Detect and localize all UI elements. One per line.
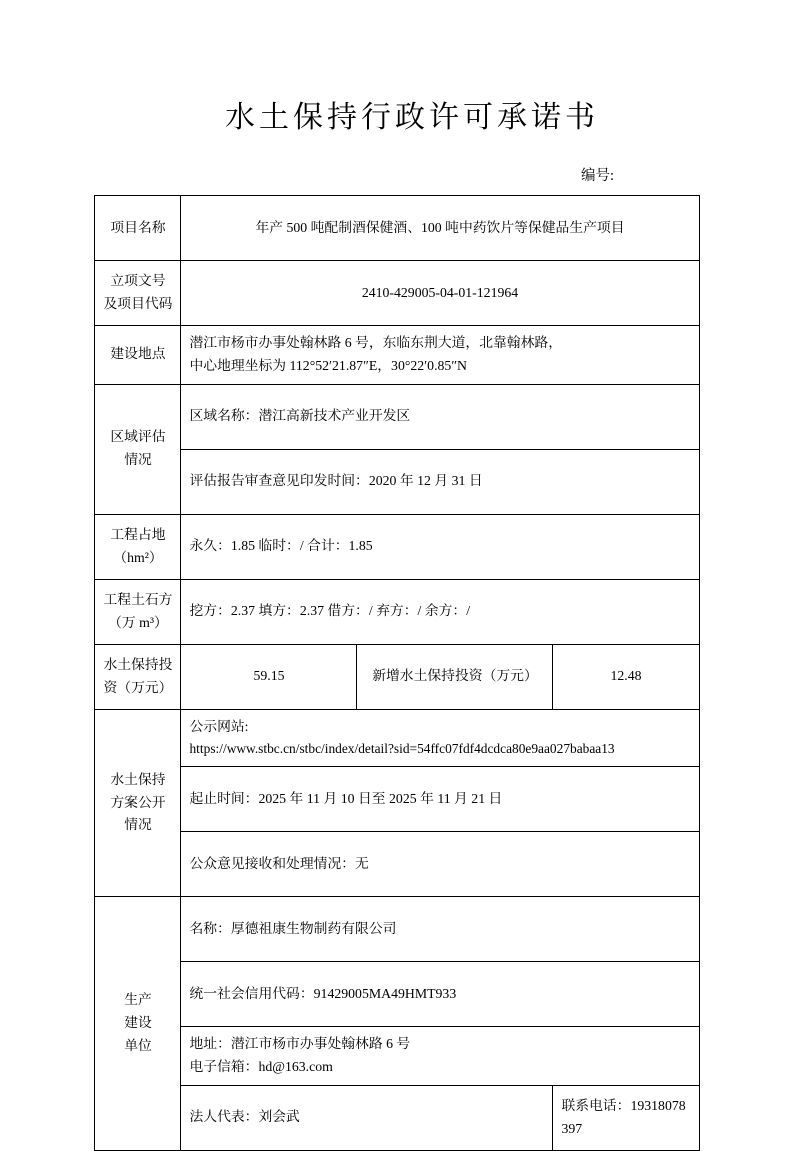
row-label-region-eval-line1: 区域评估 bbox=[110, 429, 166, 445]
row-label-region-eval-line2: 情况 bbox=[124, 452, 152, 467]
row-label-investment-line2: 资（万元） bbox=[103, 679, 173, 695]
serial-number-row bbox=[0, 164, 794, 185]
row-label-disclosure-line3: 情况 bbox=[124, 817, 152, 833]
serial-number-label: 编号: bbox=[580, 168, 614, 184]
table-row bbox=[95, 1027, 699, 1086]
row-value-unit-credit-code: 统一社会信用代码：91429005MA49HMT933 bbox=[181, 962, 699, 1027]
row-value-approval-code: 2410-429005-04-01-121964 bbox=[181, 261, 699, 326]
table-row bbox=[95, 449, 699, 514]
table-row bbox=[95, 644, 699, 709]
row-label-land-use bbox=[95, 514, 181, 579]
row-value-unit-phone: 联系电话：19318078397 bbox=[553, 1085, 699, 1150]
table-row bbox=[95, 326, 699, 385]
table-row bbox=[95, 709, 699, 767]
row-label-approval-code-line1: 立项文号 bbox=[110, 273, 166, 289]
row-label-earthwork bbox=[95, 579, 181, 644]
table-row bbox=[95, 261, 699, 326]
row-label-earthwork-line1: 工程土石方 bbox=[103, 591, 173, 607]
row-label-land-use-line1: 工程占地 bbox=[110, 526, 166, 542]
row-value-unit-contact bbox=[181, 1027, 699, 1086]
row-label-disclosure-line1: 水土保持 bbox=[110, 771, 166, 787]
row-value-disclosure-site bbox=[181, 709, 699, 767]
row-label-location: 建设地点 bbox=[95, 326, 181, 385]
row-label-unit-line1: 生产 bbox=[124, 992, 152, 1008]
row-value-land-use: 永久：1.85 临时：/ 合计：1.85 bbox=[181, 514, 699, 579]
row-label-unit-line3: 单位 bbox=[124, 1037, 152, 1053]
row-value-region-name: 区域名称：潜江高新技术产业开发区 bbox=[181, 384, 699, 449]
table-row bbox=[95, 196, 699, 261]
row-value-disclosure-period: 起止时间：2025 年 11 月 10 日至 2025 年 11 月 21 日 bbox=[181, 767, 699, 832]
row-label-unit-line2: 建设 bbox=[124, 1015, 152, 1031]
unit-email: 电子信箱：hd@163.com bbox=[189, 1059, 333, 1075]
row-label-land-use-line2: （hm²） bbox=[113, 549, 163, 565]
row-label-earthwork-line2: （万 m³） bbox=[108, 614, 168, 630]
row-value-investment: 59.15 bbox=[181, 644, 357, 709]
disclosure-site-label: 公示网站: bbox=[189, 718, 249, 734]
row-label-project-name: 项目名称 bbox=[95, 196, 181, 261]
row-label-added-investment: 新增水土保持投资（万元） bbox=[357, 644, 553, 709]
table-row bbox=[95, 767, 699, 832]
location-line-2: 中心地理坐标为 112°52′21.87″E，30°22′0.85″N bbox=[189, 357, 468, 373]
row-label-investment bbox=[95, 644, 181, 709]
table-row bbox=[95, 1085, 699, 1150]
row-value-disclosure-feedback: 公众意见接收和处理情况：无 bbox=[181, 832, 699, 897]
row-value-region-report-date: 评估报告审查意见印发时间：2020 年 12 月 31 日 bbox=[181, 449, 699, 514]
row-label-approval-code-line2: 及项目代码 bbox=[103, 296, 173, 311]
row-label-investment-line1: 水土保持投 bbox=[103, 656, 173, 672]
location-line-1: 潜江市杨市办事处翰林路 6 号，东临东荆大道，北靠翰林路， bbox=[189, 335, 562, 350]
row-label-disclosure-line2: 方案公开 bbox=[110, 794, 166, 810]
row-value-unit-name: 名称：厚德祖康生物制药有限公司 bbox=[181, 897, 699, 962]
disclosure-site-url[interactable]: https://www.stbc.cn/stbc/index/detail?sid=54ffc07fdf4dcdca80e9aa027babaa13 bbox=[189, 741, 615, 757]
row-value-earthwork: 挖方：2.37 填方：2.37 借方：/ 弃方：/ 余方：/ bbox=[181, 579, 699, 644]
commitment-table bbox=[94, 195, 699, 1151]
row-value-added-investment: 12.48 bbox=[553, 644, 699, 709]
unit-address: 地址：潜江市杨市办事处翰林路 6 号 bbox=[189, 1036, 411, 1052]
row-label-approval-code bbox=[95, 261, 181, 326]
row-value-location bbox=[181, 326, 699, 385]
row-value-unit-legal-rep: 法人代表：刘会武 bbox=[181, 1085, 553, 1150]
table-row bbox=[95, 832, 699, 897]
table-row bbox=[95, 962, 699, 1027]
table-row bbox=[95, 579, 699, 644]
table-row bbox=[95, 897, 699, 962]
table-row bbox=[95, 514, 699, 579]
row-label-unit bbox=[95, 897, 181, 1151]
row-label-disclosure bbox=[95, 709, 181, 897]
row-label-region-eval bbox=[95, 384, 181, 514]
page-title: 水土保持行政许可承诺书 bbox=[225, 101, 599, 134]
table-row bbox=[95, 384, 699, 449]
row-value-project-name: 年产 500 吨配制酒保健酒、100 吨中药饮片等保健品生产项目 bbox=[181, 196, 699, 261]
